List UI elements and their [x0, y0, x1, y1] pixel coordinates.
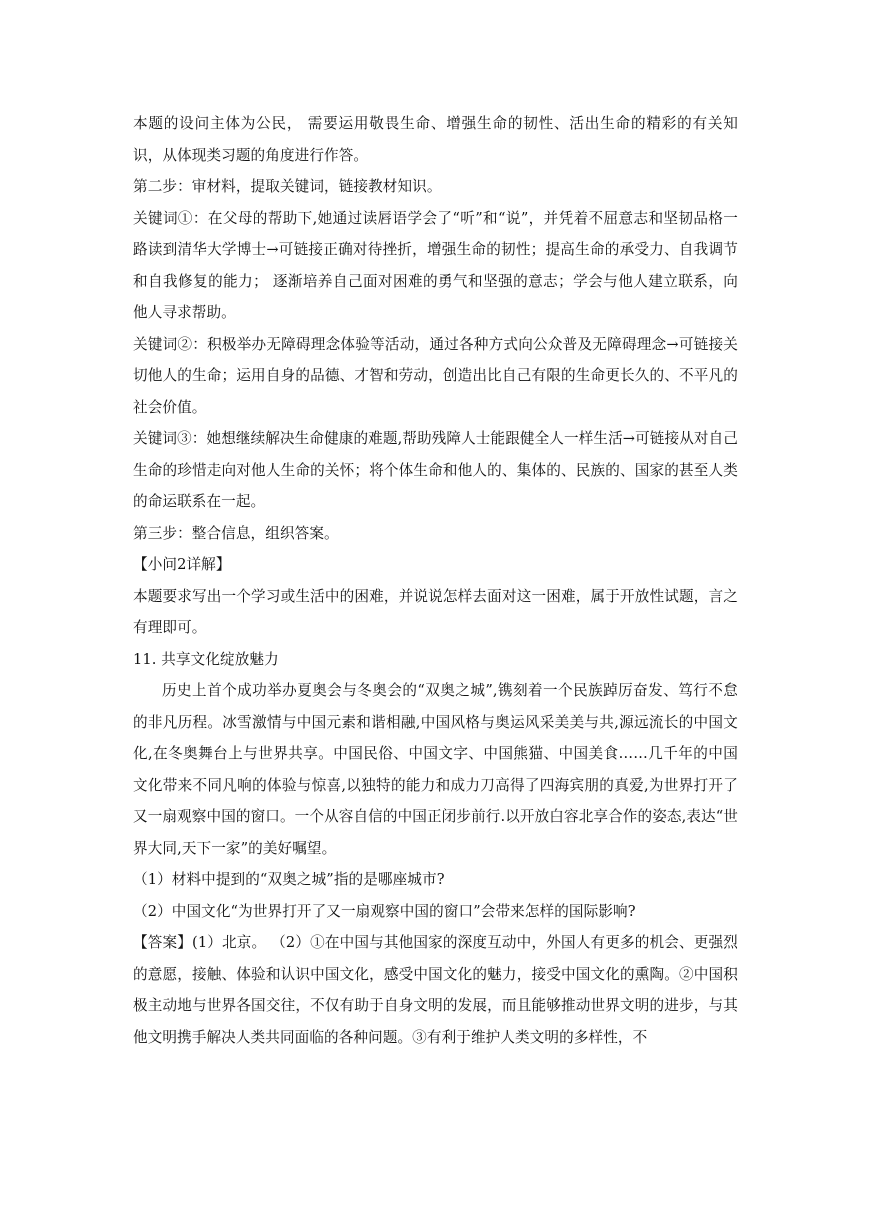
question-11-part-1: （1）材料中提到的“双奥之城”指的是哪座城市?	[133, 871, 445, 888]
question-11-material: 历史上首个成功举办夏奥会与冬奥会的“双奥之城”,镌刻着一个民族踔厉奋发、笃行不怠的非凡历程。冰雪激情与中国元素和谐相融,中国风格与奥运风采美美与共,源远流长的中国文化,在冬奥舞台上与世界共享。中国民俗、中国文字、中国熊猫、中国美食……几千年的中国文化带来不同凡响的体验与惊喜,以独特的能力和成力刀高得了四海宾朋的真爱,为世界打开了又一扇观察中国的窗口。一个从容自信的中国正闭步前行.以开放白容北享合作的姿态,表达“世界大同,天下一家”的美好嘱望。	[133, 682, 738, 857]
paragraph-step-three: 第三步：整合信息，组织答案。	[133, 524, 339, 542]
question-11-part-2: （2）中国文化“为世界打开了又一扇观察中国的窗口”会带来怎样的国际影响?	[133, 902, 636, 920]
paragraph-question-subject: 本题的设问主体为公民， 需要运用敬畏生命、增强生命的韧性、活出生命的精彩的有关知识，从体现类习题的角度进行作答。	[133, 115, 738, 164]
paragraph-open-question: 本题要求写出一个学习或生活中的困难，并说说怎样去面对这一困难，属于开放性试题，言之有理即可。	[133, 587, 738, 636]
paragraph-keyword-two: 关键词②：积极举办无障碍理念体验等活动，通过各种方式向公众普及无障碍理念→可链接关切他人的生命；运用自身的品德、才智和劳动，创造出比自己有限的生命更长久的、不平凡的社会价值。	[133, 335, 738, 416]
question-11-title: 11. 共享文化绽放魅力	[133, 650, 279, 668]
section-heading-sub-question-2: 【小问2详解】	[133, 556, 231, 573]
paragraph-keyword-one: 关键词①：在父母的帮助下,她通过读唇语学会了“听”和“说”，并凭着不屈意志和坚韧品格一路读到清华大学博士→可链接正确对待挫折，增强生命的韧性；提高生命的承受力、自我调节和自我修复的能力； 逐渐培养自己面对困难的勇气和坚强的意志；学会与他人建立联系，向他人寻求帮助。	[133, 209, 738, 321]
question-11-answer: 【答案】(1）北京。 （2）①在中国与其他国家的深度互动中，外国人有更多的机会、更强烈的意愿，接触、体验和认识中国文化，感受中国文化的魅力，接受中国文化的熏陶。②中国积极主动地与世界各国交往，不仅有助于自身文明的发展，而且能够推动世界文明的进步，与其他文明携手解决人类共同面临的各种问题。③有利于维护人类文明的多样性，不	[133, 934, 738, 1046]
document-body	[133, 108, 738, 1053]
paragraph-step-two: 第二步：审材料，提取关键词，链接教材知识。	[133, 178, 442, 195]
paragraph-keyword-three: 关键词③：她想继续解决生命健康的难题,帮助残障人士能跟健全人一样生活→可链接从对自己生命的珍惜走向对他人生命的关怀；将个体生命和他人的、集体的、民族的、国家的甚至人类的命运联系在一起。	[133, 430, 738, 510]
